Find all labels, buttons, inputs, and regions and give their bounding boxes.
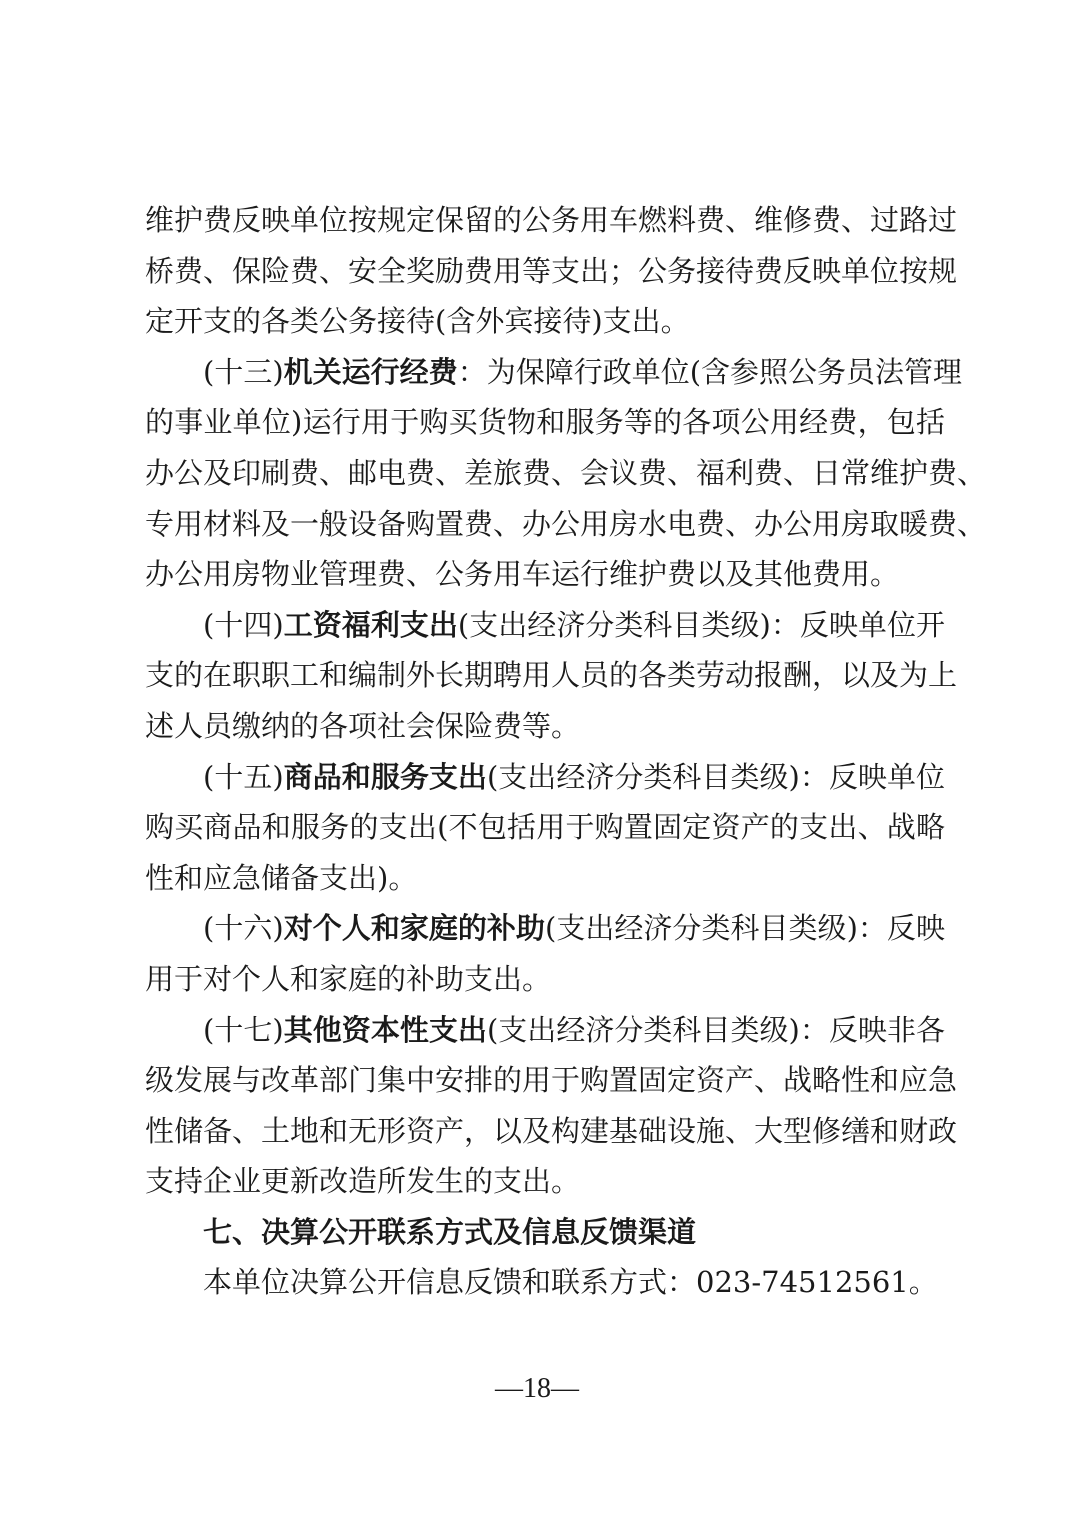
paren-open: ( xyxy=(203,759,215,794)
paragraph-line: 用于对个人和家庭的补助支出。 xyxy=(145,961,552,996)
paren-close: ) xyxy=(272,1012,284,1047)
paren-open: ( xyxy=(203,911,215,946)
paragraph-line: 级发展与改革部门集中安排的用于购置固定资产、战略性和应急 xyxy=(145,1063,958,1098)
paragraph-line: 专用材料及一般设备购置费、办公用房水电费、办公用房取暖费、 xyxy=(145,506,987,541)
paragraph-line: 办公及印刷费、邮电费、差旅费、会议费、福利费、日常维护费、 xyxy=(145,455,987,490)
item-number: 十七 xyxy=(214,1012,273,1047)
item-number: 十三 xyxy=(214,354,273,389)
paren-close: ) xyxy=(272,607,284,642)
paragraph-line: 性和应急储备支出)。 xyxy=(145,860,418,895)
paragraph-line: 维护费反映单位按规定保留的公务用车燃料费、维修费、过路过 xyxy=(145,203,958,237)
paragraph-line-rest: (支出经济分类科目类级)：反映单位 xyxy=(486,759,945,794)
paren-open: ( xyxy=(203,354,215,389)
paren-close: ) xyxy=(272,354,284,389)
paragraph-line: 支的在职职工和编制外长期聘用人员的各类劳动报酬，以及为上 xyxy=(145,658,958,693)
contact-info: 本单位决算公开信息反馈和联系方式：023-74512561。 xyxy=(203,1265,938,1300)
paragraph-line-rest: (支出经济分类科目类级)：反映 xyxy=(544,911,945,946)
paragraph-line-rest: (支出经济分类科目类级)：反映非各 xyxy=(486,1012,945,1047)
paragraph-14-first-line xyxy=(145,600,945,651)
paragraph-15-first-line xyxy=(145,752,945,803)
paren-open: ( xyxy=(203,607,215,642)
paragraph-line: 述人员缴纳的各项社会保险费等。 xyxy=(145,708,581,743)
paragraph-line-rest: ：为保障行政单位(含参照公务员法管理 xyxy=(457,354,963,389)
term-heading: 工资福利支出 xyxy=(283,607,458,642)
term-heading: 机关运行经费 xyxy=(283,354,458,389)
paren-open: ( xyxy=(203,1012,215,1047)
body-text xyxy=(145,195,987,1308)
term-heading: 其他资本性支出 xyxy=(283,1012,487,1047)
paragraph-line: 办公用房物业管理费、公务用车运行维护费以及其他费用。 xyxy=(145,557,900,592)
item-number: 十六 xyxy=(214,911,273,946)
paragraph-line: 购买商品和服务的支出(不包括用于购置固定资产的支出、战略 xyxy=(145,810,945,845)
item-number: 十四 xyxy=(214,607,273,642)
page-number: —18— xyxy=(495,1373,579,1404)
paragraph-13-first-line xyxy=(145,347,963,398)
section-heading: 七、决算公开联系方式及信息反馈渠道 xyxy=(203,1214,697,1249)
paragraph-line: 定开支的各类公务接待(含外宾接待)支出。 xyxy=(145,304,690,339)
paren-close: ) xyxy=(272,759,284,794)
paragraph-line: 桥费、保险费、安全奖励费用等支出；公务接待费反映单位按规 xyxy=(145,253,958,288)
paren-close: ) xyxy=(272,911,284,946)
paragraph-line: 性储备、土地和无形资产，以及构建基础设施、大型修缮和财政 xyxy=(145,1113,958,1148)
paragraph-17-first-line xyxy=(145,1005,945,1056)
paragraph-line-rest: (支出经济分类科目类级)：反映单位开 xyxy=(457,607,945,642)
term-heading: 商品和服务支出 xyxy=(283,759,487,794)
paragraph-line: 支持企业更新改造所发生的支出。 xyxy=(145,1164,581,1199)
term-heading: 对个人和家庭的补助 xyxy=(283,911,545,946)
paragraph-line: 的事业单位)运行用于购买货物和服务等的各项公用经费，包括 xyxy=(145,405,945,440)
item-number: 十五 xyxy=(214,759,273,794)
paragraph-16-first-line xyxy=(145,903,945,954)
